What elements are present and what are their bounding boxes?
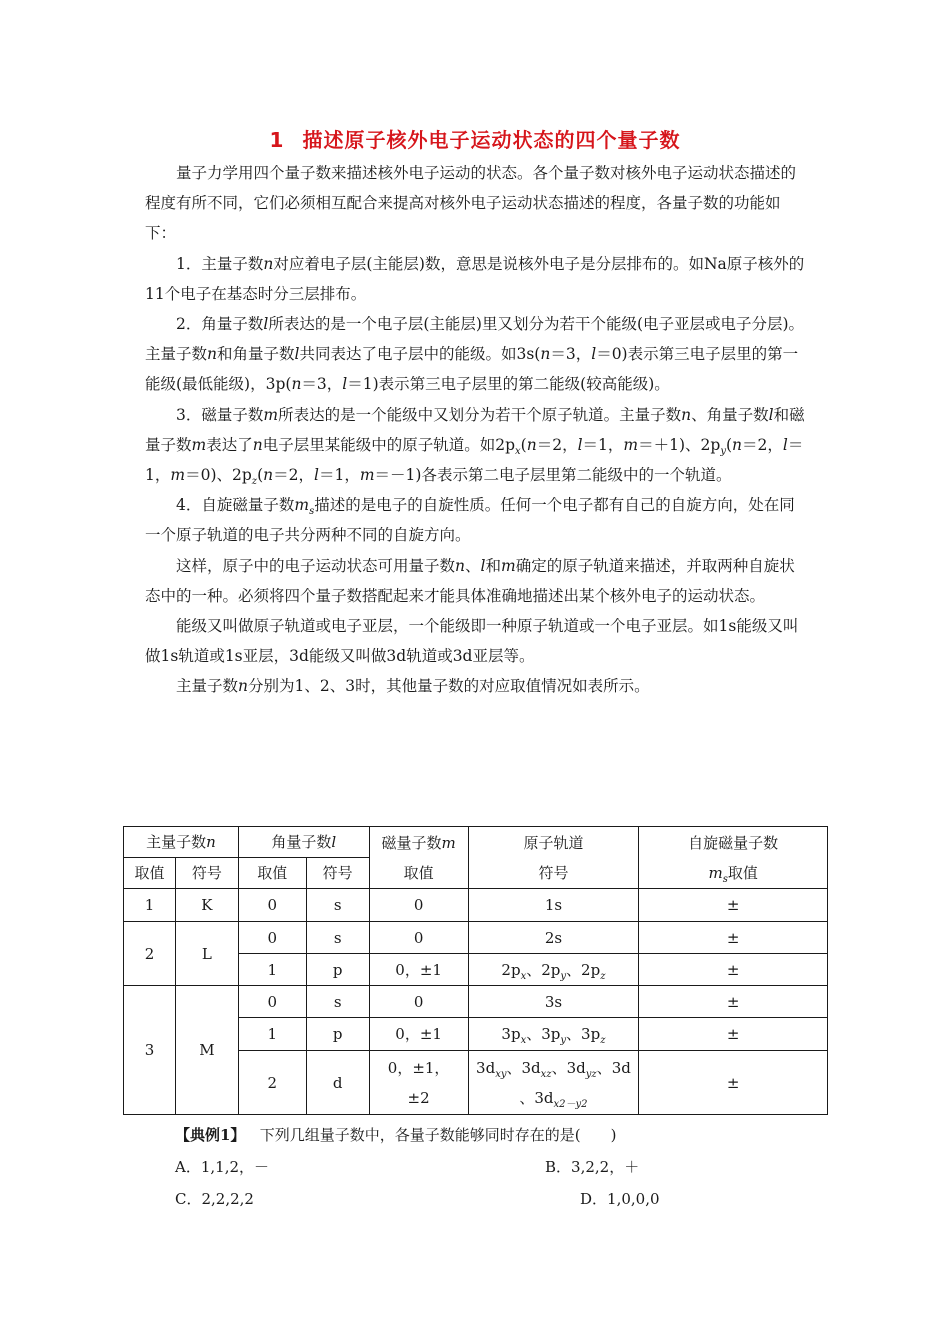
example-label: 【典例1】 — [175, 1126, 246, 1144]
example-question-text: 下列几组量子数中，各量子数能够同时存在的是( ) — [259, 1126, 617, 1144]
option-b: B．3,2,2，＋ — [545, 1158, 640, 1176]
header-angular: 角量子数l — [238, 827, 369, 858]
example-question — [175, 1124, 616, 1145]
paragraph-angular-quantum-number: 2．角量子数l所表达的是一个电子层(主能层)里又划分为若干个能级(电子亚层或电子分层)。主量子数n和角量子数l共同表达了电子层中的能级。如3s(n＝3，l＝0)表示第三电子层里的第一能级(最低能级)，3p(n＝3，l＝1)表示第三电子层里的第二能级(较高能级)。 — [145, 315, 805, 394]
paragraph-magnetic-quantum-number: 3．磁量子数m所表达的是一个能级中又划分为若干个原子轨道。主量子数n、角量子数l和磁量子数m表达了n电子层里某能级中的原子轨道。如$2p_x(n=2$，l＝1，m＝＋1)、$2p_y(n=2$，l＝1，m＝0)、$2p_z(n=2$，l＝1，m＝－1)各表示第二电子层里第二能级中的一个轨道。 — [145, 405, 805, 488]
document-body — [145, 158, 805, 702]
table-row: 1 p 0，±1 $2p_x$、$2p_y$、$2p_z$ ± — [124, 954, 828, 986]
magnetic-d-cell: 0，±1， ±2 — [369, 1051, 468, 1115]
paragraph-table-intro: 主量子数n分别为1、2、3时，其他量子数的对应取值情况如表所示。 — [176, 677, 650, 696]
orbital-3p-cell: $3p_x$、$3p_y$、$3p_z$ — [468, 1018, 639, 1051]
table-row: 1 p 0，±1 $3p_x$、$3p_y$、$3p_z$ ± — [124, 1018, 828, 1051]
subheader-l-value: 取值 — [238, 858, 306, 889]
paragraph-summary: 这样，原子中的电子运动状态可用量子数n、l和m确定的原子轨道来描述，并取两种自旋状态中的一种。必须将四个量子数搭配起来才能具体准确地描述出某个核外电子的运动状态。 — [145, 556, 795, 605]
paragraph-energy-levels: 能级又叫做原子轨道或电子亚层，一个能级即一种原子轨道或一个电子亚层。如1s能级又叫做1s轨道或1s亚层，3d能级又叫做3d轨道或3d亚层等。 — [145, 617, 799, 666]
table-header-row — [124, 827, 828, 858]
subheader-l-symbol: 符号 — [306, 858, 369, 889]
option-d: D．1,0,0,0 — [580, 1190, 660, 1208]
quantum-number-table — [123, 826, 828, 1115]
paragraph-principal-quantum-number: 1．主量子数n对应着电子层(主能层)数，意思是说核外电子是分层排布的。如Na原子核外的11个电子在基态时分三层排布。 — [145, 254, 805, 303]
title-number: 1 — [269, 128, 285, 152]
table-row: 1 K 0 s 0 1s ± — [124, 889, 828, 922]
option-c: C．2,2,2,2 — [175, 1190, 254, 1208]
header-orbital: 原子轨道 符号 — [468, 827, 639, 889]
subheader-n-value: 取值 — [124, 858, 176, 889]
table-row: 2 L 0 s 0 2s ± — [124, 922, 828, 954]
page-title — [0, 124, 950, 153]
table-row: 2 d 0，±1， ±2 $3d_{xy}$、$3d_{xz}$、$3d_{yz}$、3d 、$3d_{x2-y2}$ ± — [124, 1051, 828, 1115]
orbital-3d-cell: $3d_{xy}$、$3d_{xz}$、$3d_{yz}$、3d 、$3d_{x2-y2}$ — [468, 1051, 639, 1115]
option-a: A．1,1,2，－ — [175, 1158, 269, 1176]
table-row: 3 M 0 s 0 3s ± — [124, 986, 828, 1018]
intro-paragraph: 量子力学用四个量子数来描述核外电子运动的状态。各个量子数对核外电子运动状态描述的程度有所不同，它们必须相互配合来提高对核外电子运动状态描述的程度，各量子数的功能如下： — [145, 164, 797, 243]
header-magnetic: 磁量子数m 取值 — [369, 827, 468, 889]
header-spin: 自旋磁量子数 $m_s$取值 — [639, 827, 828, 889]
header-principal: 主量子数n — [124, 827, 239, 858]
orbital-2p-cell: $2p_x$、$2p_y$、$2p_z$ — [468, 954, 639, 986]
title-text: 描述原子核外电子运动状态的四个量子数 — [302, 128, 681, 152]
paragraph-spin-quantum-number: 4．自旋磁量子数$m_s$描述的是电子的自旋性质。任何一个电子都有自己的自旋方向，处在同一个原子轨道的电子共分两种不同的自旋方向。 — [145, 496, 795, 545]
subheader-n-symbol: 符号 — [175, 858, 238, 889]
